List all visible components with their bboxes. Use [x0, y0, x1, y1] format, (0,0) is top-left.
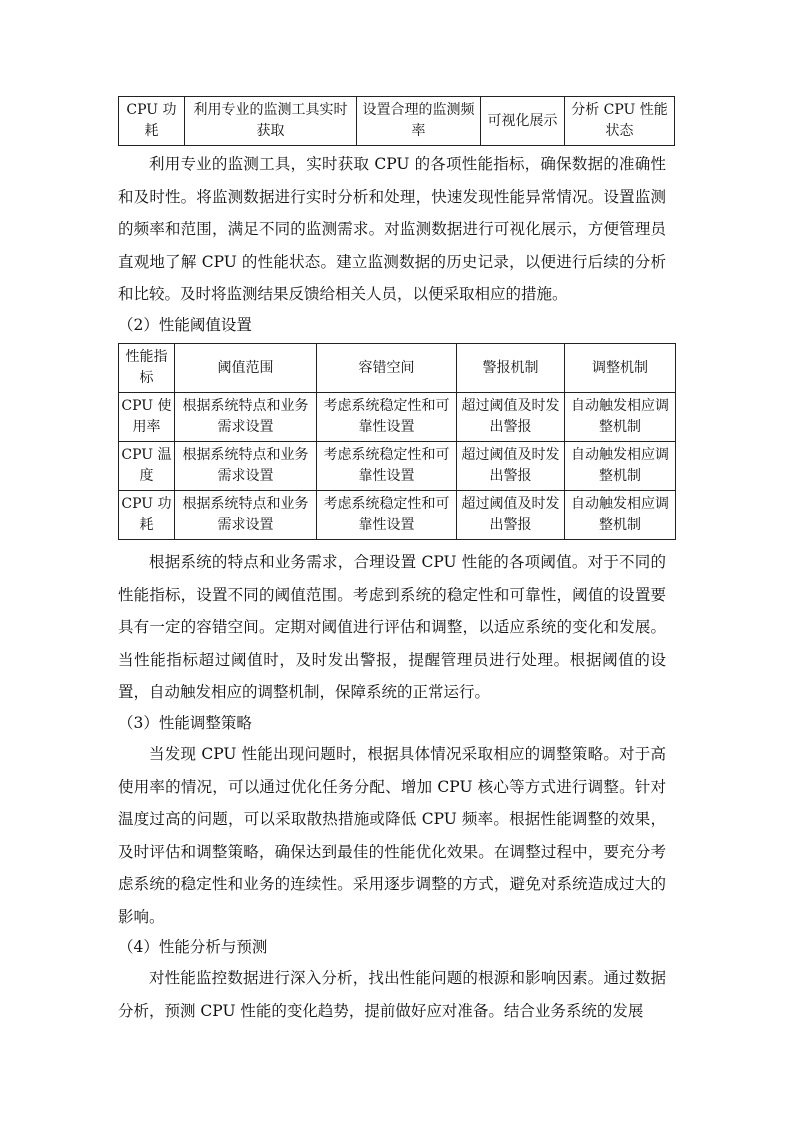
table-row: [119, 491, 676, 540]
table-cell: 可视化展示: [481, 97, 565, 146]
paragraph-analysis: 对性能监控数据进行深入分析，找出性能问题的根源和影响因素。通过数据分析，预测 CPU 性能的变化趋势，提前做好应对准备。结合业务系统的发展: [118, 969, 666, 1020]
monitoring-table: [118, 96, 675, 146]
table-cell: 超过阈值及时发出警报: [457, 393, 565, 442]
table-cell: CPU 温度: [119, 442, 175, 491]
table-cell: 分析 CPU 性能状态: [565, 97, 675, 146]
table-row: [119, 442, 676, 491]
column-header: 性能指标: [119, 344, 175, 393]
table-cell: 考虑系统稳定性和可靠性设置: [317, 442, 457, 491]
paragraph-monitoring: 利用专业的监测工具，实时获取 CPU 的各项性能指标，确保数据的准确性和及时性。将监测数据进行实时分析和处理，快速发现性能异常情况。设置监测的频率和范围，满足不同的监测需求。对监测数据进行可视化展示，方便管理员直观地了解 CPU 的性能状态。建立监测数据的历史记录，以便进行后续的分析和比较。及时将监测结果反馈给相关人员，以便采取相应的措施。: [118, 155, 666, 303]
table-cell: 超过阈值及时发出警报: [457, 442, 565, 491]
table-cell: 超过阈值及时发出警报: [457, 491, 565, 540]
table-cell: 考虑系统稳定性和可靠性设置: [317, 393, 457, 442]
table-cell: CPU 使用率: [119, 393, 175, 442]
table-cell: 设置合理的监测频率: [357, 97, 481, 146]
table-cell: 自动触发相应调整机制: [565, 491, 676, 540]
threshold-table: [118, 343, 676, 540]
table-cell: CPU 功耗: [119, 491, 175, 540]
section-heading-threshold: （2）性能阈值设置: [118, 316, 252, 334]
column-header: 调整机制: [565, 344, 676, 393]
table-cell: 根据系统特点和业务需求设置: [175, 393, 317, 442]
column-header: 警报机制: [457, 344, 565, 393]
table-cell: 自动触发相应调整机制: [565, 393, 676, 442]
section-heading-analysis: （4）性能分析与预测: [118, 938, 268, 956]
column-header: 阈值范围: [175, 344, 317, 393]
table-cell: 根据系统特点和业务需求设置: [175, 491, 317, 540]
table-header-row: [119, 344, 676, 393]
table-cell: 利用专业的监测工具实时获取: [185, 97, 357, 146]
table-cell: 根据系统特点和业务需求设置: [175, 442, 317, 491]
table-row: [119, 97, 675, 146]
column-header: 容错空间: [317, 344, 457, 393]
table-row: [119, 393, 676, 442]
paragraph-adjustment: 当发现 CPU 性能出现问题时，根据具体情况采取相应的调整策略。对于高使用率的情况，可以通过优化任务分配、增加 CPU 核心等方式进行调整。针对温度过高的问题，可以采取散热措施或降低 CPU 频率。根据性能调整的效果，及时评估和调整策略，确保达到最佳的性能优化效果。在调整过程中，要充分考虑系统的稳定性和业务的连续性。采用逐步调整的方式，避免对系统造成过大的影响。: [118, 745, 666, 926]
table-cell: 考虑系统稳定性和可靠性设置: [317, 491, 457, 540]
table-cell: CPU 功耗: [119, 97, 185, 146]
section-heading-adjustment: （3）性能调整策略: [118, 714, 252, 732]
paragraph-threshold: 根据系统的特点和业务需求，合理设置 CPU 性能的各项阈值。对于不同的性能指标，设置不同的阈值范围。考虑到系统的稳定性和可靠性，阈值的设置要具有一定的容错空间。定期对阈值进行评估和调整，以适应系统的变化和发展。当性能指标超过阈值时，及时发出警报，提醒管理员进行处理。根据阈值的设置，自动触发相应的调整机制，保障系统的正常运行。: [118, 553, 666, 701]
table-cell: 自动触发相应调整机制: [565, 442, 676, 491]
